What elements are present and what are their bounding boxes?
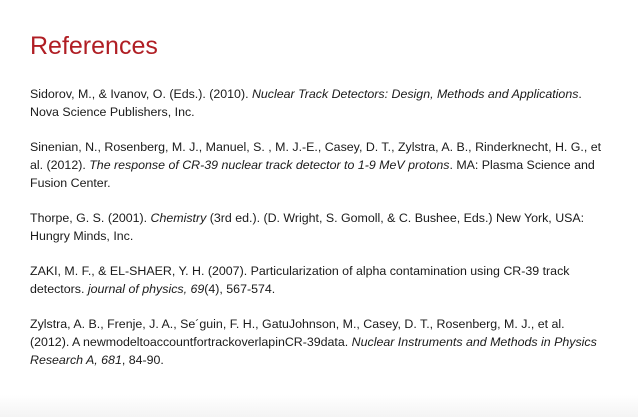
reference-italic-text: journal of physics, 69 bbox=[87, 282, 205, 296]
reference-item bbox=[30, 85, 605, 121]
reference-italic-text: Nuclear Instruments and Methods in Physics Research A, 681 bbox=[30, 335, 597, 367]
reference-item bbox=[30, 209, 605, 245]
reference-italic-text: Nuclear Track Detectors: Design, Methods and Applications bbox=[251, 87, 579, 101]
reference-text: , 84-90. bbox=[121, 353, 164, 367]
reference-text: Zylstra, A. B., Frenje, J. A., Se´guin, F. H., GatuJohnson, M., Casey, D. T., Rosenberg, M. J., et al. (2012). A newmodeltoaccountfortrackoverlapinCR-39data. bbox=[30, 317, 565, 349]
page-title: References bbox=[30, 32, 158, 60]
reference-text: . Nova Science Publishers, Inc. bbox=[30, 87, 582, 119]
reference-italic-text: Chemistry bbox=[150, 211, 207, 225]
reference-list bbox=[30, 85, 605, 386]
reference-text: . MA: Plasma Science and Fusion Center. bbox=[30, 158, 595, 190]
reference-item bbox=[30, 315, 605, 369]
reference-text: Sidorov, M., & Ivanov, O. (Eds.). (2010). bbox=[30, 87, 252, 101]
reference-italic-text: The response of CR-39 nuclear track detector to 1-9 MeV protons bbox=[89, 158, 450, 172]
reference-text: Sinenian, N., Rosenberg, M. J., Manuel, S. , M. J.-E., Casey, D. T., Zylstra, A. B., Rinderknecht, H. G., et al. (2012). bbox=[30, 140, 602, 172]
bottom-shadow-band bbox=[0, 395, 638, 417]
reference-text: (4), 567-574. bbox=[204, 282, 276, 296]
reference-text: Thorpe, G. S. (2001). bbox=[30, 211, 151, 225]
reference-text: (3rd ed.). (D. Wright, S. Gomoll, & C. Bushee, Eds.) New York, USA: Hungry Minds, Inc. bbox=[30, 211, 585, 243]
reference-text: ZAKI, M. F., & EL-SHAER, Y. H. (2007). Particularization of alpha contamination using CR-39 track detectors. bbox=[30, 264, 570, 296]
reference-item bbox=[30, 262, 605, 298]
reference-item bbox=[30, 138, 605, 192]
